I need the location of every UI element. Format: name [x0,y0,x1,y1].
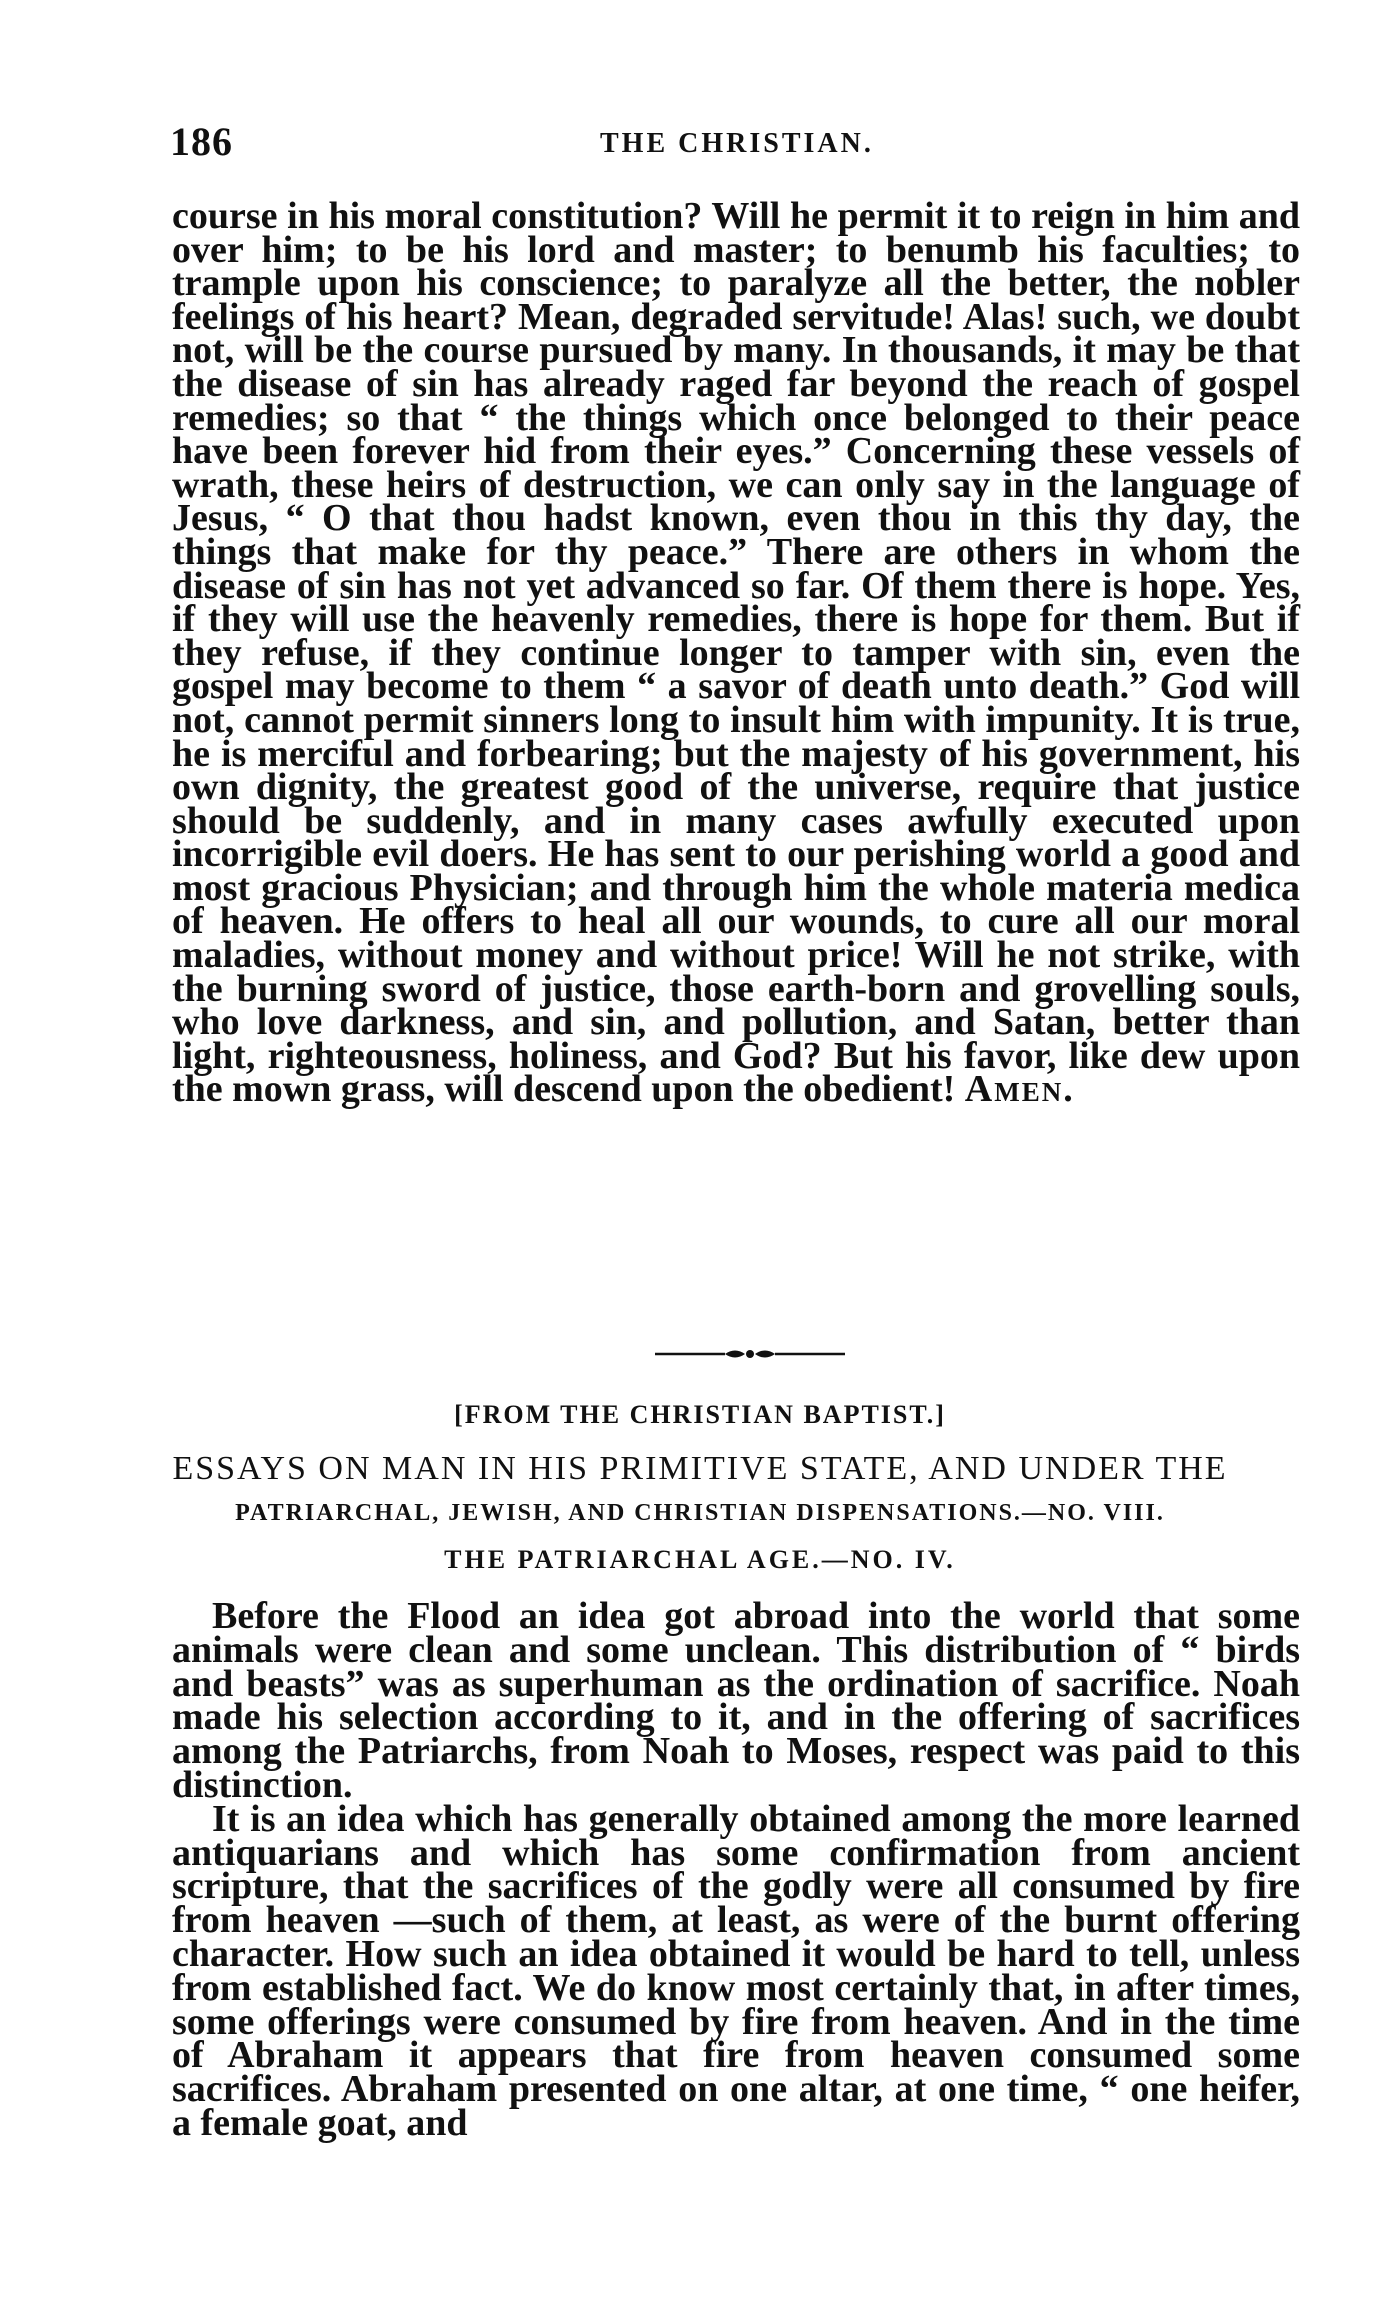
section-title: THE PATRIARCHAL AGE.—NO. IV. [444,1545,956,1574]
sermon-text-block [172,195,1300,1111]
section-divider-ornament [655,1343,845,1365]
page-number: 186 [170,119,233,164]
running-head: THE CHRISTIAN. [600,128,874,159]
essay-title: ESSAYS ON MAN IN HIS PRIMITIVE STATE, AND UNDER THE [172,1450,1228,1487]
essay-paragraph: Before the Flood an idea got abroad into the world that some animals were clean and some unclean. This distribution of “ birds and beasts” was as superhuman as the ordination of sacrifice. Noah made his selection according to it, and in the offering of sacrifices among the Patriarchs, from Noah to Moses, respect was paid to this distinction. [172,1595,1300,1806]
essay-subtitle: PATRIARCHAL, JEWISH, AND CHRISTIAN DISPENSATIONS.—NO. VIII. [235,1500,1165,1526]
essay-paragraph: It is an idea which has generally obtained among the more learned antiquarians and which has some confirmation from ancient scripture, that the sacrifices of the godly were all consumed by fire from heaven —such of them, at least, as were of the burnt offering character. How such an idea obtained it would be hard to tell, unless from established fact. We do know most certainly that, in after times, some offerings were consumed by fire from heaven. And in the time of Abraham it appears that fire from heaven consumed some sacrifices. Abraham presented on one altar, at one time, “ one heifer, a female goat, and [172,1797,1300,2144]
sermon-text: course in his moral constitution? Will he permit it to reign in him and over him; to be his lord and master; to benumb his faculties; to trample upon his conscience; to paralyze all the better, the nobler feelings of his heart? Mean, degraded servitude! Alas! such, we doubt not, will be the course pursued by many. In thousands, it may be that the disease of sin has already raged far beyond the reach of gospel remedies; so that “ the things which once belonged to their peace have been forever hid from their eyes.” Concerning these vessels of wrath, these heirs of destruction, we can only say in the language of Jesus, “ O that thou hadst known, even thou in this thy day, the things that make for thy peace.” There are others in whom the disease of sin has not yet advanced so far. Of them there is hope. Yes, if they will use the heavenly remedies, there is hope for them. But if they refuse, if they continue longer to tamper with sin, even the gospel may become to them “ a savor of death unto death.” God will not, cannot permit sinners long to insult him with impunity. It is true, he is merciful and forbearing; but the majesty of his government, his own dignity, the greatest good of the universe, require that justice should be suddenly, and in many cases awfully executed upon incorrigible evil doers. He has sent to our perishing world a good and most gracious Physician; and through him the whole materia medica of heaven. He offers to heal all our wounds, to cure all our moral maladies, without money and without price! Will he not strike, with the burning sword of justice, those earth-born and grovelling souls, who love darkness, and sin, and pollution, and Satan, better than light, righteousness, holiness, and God? But his favor, like dew upon the mown grass, will descend upon the obedient! [172,195,1300,1111]
sermon-paragraph [172,195,1300,1111]
sermon-closing: Amen. [964,1068,1075,1111]
source-attribution: [FROM THE CHRISTIAN BAPTIST.] [454,1400,946,1429]
essay-text-block [172,1595,1300,2144]
page-header [170,118,1290,168]
